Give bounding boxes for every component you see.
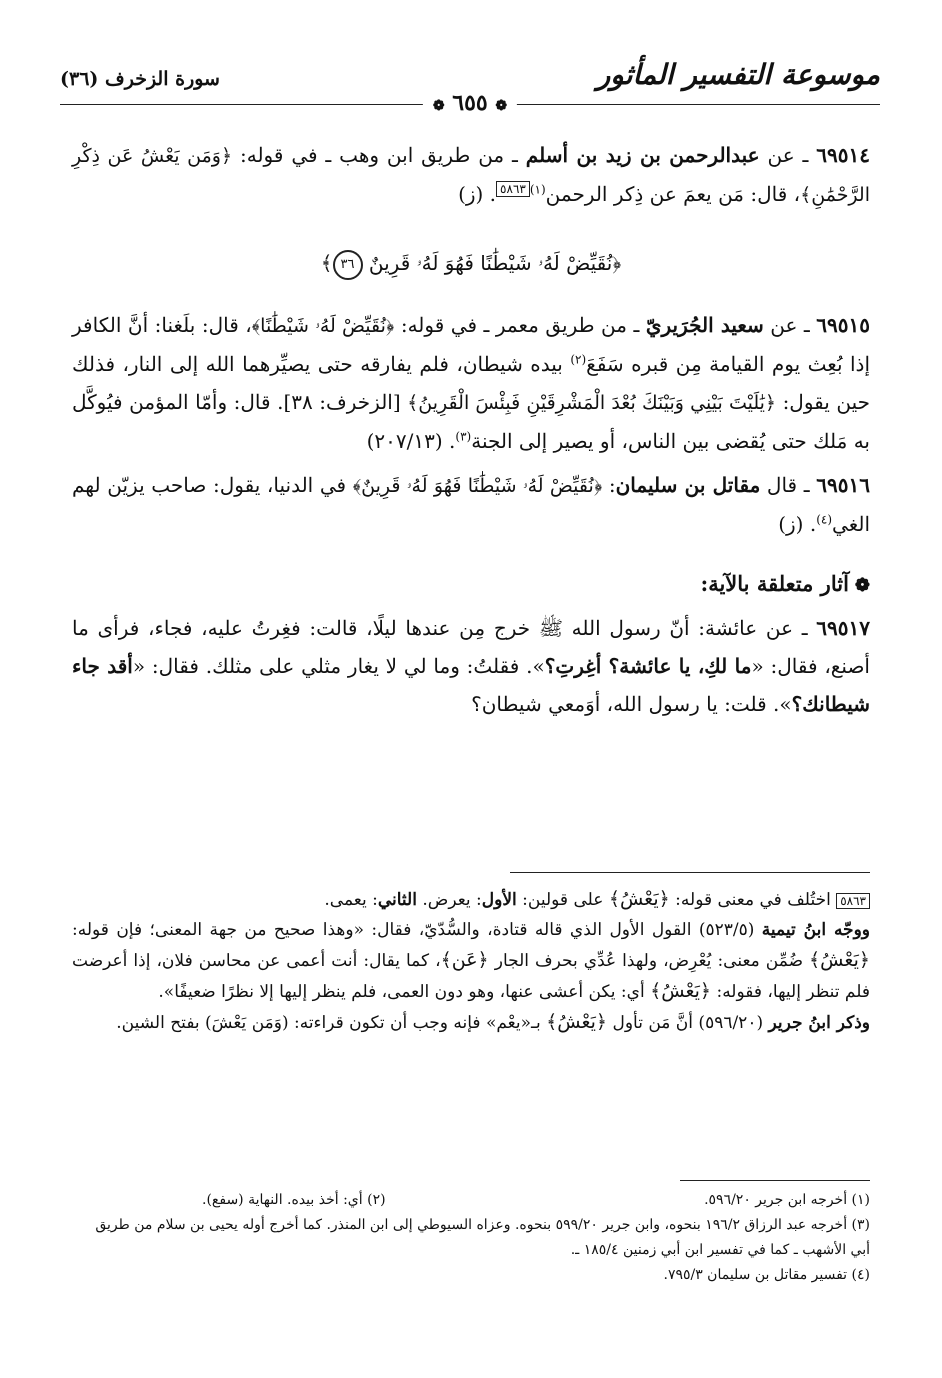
label-second: الثاني bbox=[377, 890, 417, 910]
text: : bbox=[602, 473, 616, 497]
narration-69516 bbox=[72, 466, 870, 543]
text: . (ز) bbox=[458, 182, 497, 206]
text: في الدنيا، يقول: صاحب يزيّن لهم الغي bbox=[72, 473, 870, 536]
text: ، قال: مَن يعمَ عن ذِكر الرحمن bbox=[545, 182, 801, 206]
page-number: ٦٥٥ bbox=[452, 90, 488, 116]
quran-quote: ﴿يَعْشُ﴾ bbox=[546, 1011, 608, 1033]
page-header bbox=[60, 58, 880, 116]
footnote-marker[interactable]: (١) bbox=[529, 182, 546, 197]
footnote-1: (١) أخرجه ابن جرير ٥٩٦/٢٠. bbox=[704, 1192, 870, 1208]
quran-quote: ﴿يَعْشُ﴾ bbox=[608, 888, 670, 910]
section-title: آثار متعلقة بالآية: bbox=[700, 571, 849, 596]
footnote-marker[interactable]: (٢) bbox=[570, 352, 587, 367]
footnote-divider bbox=[680, 1180, 870, 1181]
narration-number: ٦٩٥١٧ bbox=[816, 616, 870, 640]
page-number-box bbox=[423, 90, 517, 116]
note-reference-box[interactable]: ٥٨٦٣ bbox=[496, 181, 530, 197]
verse-text: ﴿نُقَيِّضْ لَهُۥ شَيْطَٰنًا فَهُوَ لَهُۥ قَرِينٌ bbox=[368, 251, 622, 275]
narrator-name: سعيد الجُرَيريّ bbox=[645, 313, 764, 337]
note-divider bbox=[510, 872, 870, 873]
text: ». فقلتُ: وما لي لا يغار مثلي على مثلك. فقال: « bbox=[132, 654, 545, 678]
verse-close: ﴾ bbox=[320, 251, 333, 275]
text: [الزخرف: ٣٨]. قال: وأمّا المؤمن فيُوكَّل به مَلك حتى يُقضى بين الناس، أو يصير إلى الجنة bbox=[72, 390, 870, 453]
note-line bbox=[72, 1007, 870, 1038]
text: بيده شيطان، فلم يفارقه حتى يصيِّرهما الله إلى النار، فذلك حين يقول: bbox=[72, 352, 870, 414]
note-line bbox=[72, 884, 870, 915]
narration-number: ٦٩٥١٦ bbox=[816, 473, 870, 497]
text: (٥٢٣/٥) القول الأول الذي قاله قتادة، والسُّدّيّ، فقال: «وهذا صحيح من جهة المعنى؛ فإن قوله: bbox=[72, 920, 762, 940]
narration-number: ٦٩٥١٤ bbox=[816, 143, 870, 167]
text: (٥٩٦/٢٠) أنَّ مَن تأول bbox=[607, 1013, 769, 1033]
note-reference-box[interactable]: ٥٨٦٣ bbox=[836, 893, 870, 909]
editor-note bbox=[72, 884, 870, 1038]
text: : يعرض. bbox=[416, 890, 482, 910]
flower-icon: ❁ bbox=[854, 575, 870, 596]
text: ـ عن عائشة: أنّ رسول الله ﷺ خرج مِن عندها ليلًا، قالت: فغِرتُ عليه، فجاء، فرأى ما أصنع، فقال: « bbox=[72, 616, 870, 678]
text: ». قلت: يا رسول الله، أوَمعي شيطان؟ bbox=[471, 692, 792, 716]
narration-69515 bbox=[72, 306, 870, 460]
text: . (ز) bbox=[778, 512, 817, 536]
text: : يعمى. bbox=[324, 890, 378, 910]
footnote-4: (٤) تفسير مقاتل بن سليمان ٧٩٥/٣. bbox=[663, 1267, 870, 1283]
surah-label: سورة الزخرف (٣٦) bbox=[60, 68, 220, 90]
text: على قولين: bbox=[516, 890, 609, 910]
ornament-icon: ❁ bbox=[495, 98, 508, 114]
hadith-quote: ما لكِ، يا عائشة؟ أغِرتِ؟ bbox=[544, 654, 752, 678]
text: بـ«يعْم» فإنه وجب أن تكون قراءته: (وَمَن يَعْشَ) بفتح الشين. bbox=[116, 1013, 547, 1033]
footnotes bbox=[72, 1188, 870, 1288]
section-heading bbox=[72, 565, 870, 605]
text: ـ قال bbox=[760, 473, 817, 497]
book-title: موسوعة التفسير المأثور bbox=[596, 58, 880, 91]
verse-number-icon: ٣٦ bbox=[333, 250, 363, 280]
scholar-name: ووجّه ابنُ تيمية bbox=[761, 920, 870, 940]
text: ضُمِّن معنى: يُعْرِض، ولهذا عُدِّي بحرف الجار bbox=[488, 951, 810, 971]
hadith-quote: أقد جاء شيطانك؟ bbox=[72, 654, 870, 716]
footnote-2: (٢) أي: أخذ بيده. النهاية (سفع). bbox=[202, 1192, 386, 1208]
text: ، قال: بلَغنا: أنَّ الكافر إذا بُعِث يوم القيامة مِن قبره سَفَعَ bbox=[72, 313, 871, 376]
narration-number: ٦٩٥١٥ bbox=[816, 313, 871, 337]
footnote-3: (٣) أخرجه عبد الرزاق ١٩٦/٢ بنحوه، وابن جرير ٥٩٩/٢٠ بنحوه. وعزاه السيوطي إلى ابن المنذر. كما أخرج أوله يحيى بن سلام من طريق أبي الأشهب ـ كما في تفسير ابن أبي زمنين ١٨٥/٤ ـ. bbox=[95, 1217, 870, 1258]
scholar-name: وذكر ابنُ جرير bbox=[768, 1013, 870, 1033]
quran-quote: ﴿عَن﴾ bbox=[440, 949, 489, 971]
quran-quote: ﴿نُقَيِّضْ لَهُۥ شَيْطَٰنًا﴾ bbox=[251, 315, 395, 337]
quran-quote: ﴿نُقَيِّضْ لَهُۥ شَيْطَٰنًا فَهُوَ لَهُۥ قَرِينٌ﴾ bbox=[352, 475, 603, 497]
text: ـ من طريق معمر ـ في قوله: bbox=[394, 313, 646, 337]
text: ـ عن bbox=[759, 143, 817, 167]
quran-quote: ﴿يَعْشُ﴾ bbox=[650, 980, 712, 1002]
narrator-name: عبدالرحمن بن زيد بن أسلم bbox=[525, 143, 760, 167]
verse-heading bbox=[72, 244, 870, 282]
ornament-icon: ❁ bbox=[432, 98, 445, 114]
narration-69514 bbox=[72, 136, 870, 214]
text: اختُلف في معنى قوله: bbox=[669, 890, 837, 910]
quran-quote: ﴿وَمَن يَعْشُ عَن ذِكْرِ الرَّحْمَٰنِ﴾ bbox=[72, 145, 870, 206]
narrator-name: مقاتل بن سليمان bbox=[615, 473, 761, 497]
text: . (٢٠٧/١٣) bbox=[366, 429, 456, 453]
main-text bbox=[72, 136, 870, 729]
text: أي: يكن أعشى عنها، وهو دون العمى، فلم ينظر إليها إلا نظرًا ضعيفًا». bbox=[158, 982, 651, 1002]
text: ـ عن bbox=[763, 313, 817, 337]
text: ، كما يقال: أنت أعمى عن محاسن فلان، إذا أعرضت فلم تنظر إليها، فقوله: bbox=[72, 951, 870, 1002]
footnote-row bbox=[72, 1188, 870, 1213]
narration-69517 bbox=[72, 609, 870, 723]
quran-quote: ﴿يَٰلَيْتَ بَيْنِي وَبَيْنَكَ بُعْدَ الْمَشْرِقَيْنِ فَبِئْسَ الْقَرِينُ﴾ bbox=[407, 392, 777, 414]
note-line bbox=[72, 915, 870, 1007]
footnote-marker[interactable]: (٣) bbox=[455, 429, 472, 444]
footnote-marker[interactable]: (٤) bbox=[816, 512, 833, 527]
text: ـ من طريق ابن وهب ـ في قوله: bbox=[232, 143, 526, 167]
label-first: الأول bbox=[481, 890, 517, 910]
quran-quote: ﴿يَعْشُ﴾ bbox=[809, 949, 870, 971]
